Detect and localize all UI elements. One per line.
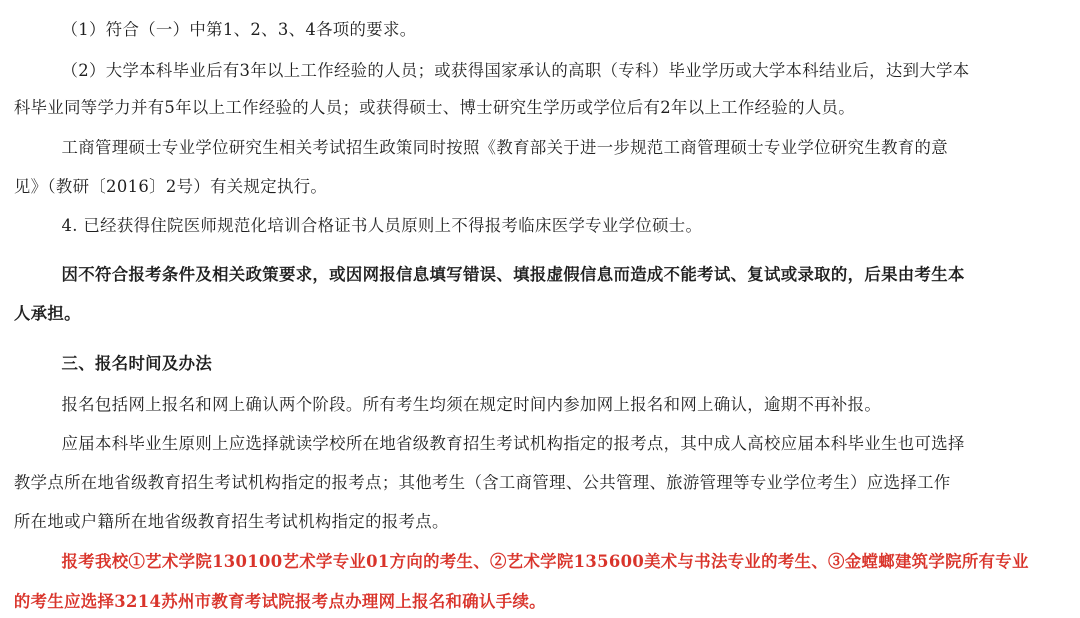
- paragraph-requirement-2-cont: [0, 97, 1072, 119]
- text-line: 见》（教研〔2016〕2号）有关规定执行。: [13, 177, 328, 196]
- text-line: 科毕业同等学力并有5年以上工作经验的人员；或获得硕士、博士研究生学历或学位后有2年以上工作经验的人员。: [13, 98, 855, 117]
- paragraph-responsibility-notice: [0, 264, 1072, 286]
- text-line: 工商管理硕士专业学位研究生相关考试招生政策同时按照《教育部关于进一步规范工商管理硕士专业学位研究生教育的意: [61, 138, 948, 157]
- text-line: 报考我校①艺术学院130100艺术学专业01方向的考生、②艺术学院135600美术与书法专业的考生、③金螳螂建筑学院所有专业: [61, 552, 1029, 571]
- heading-text: 三、报名时间及办法: [61, 354, 213, 373]
- text-line: 报名包括网上报名和网上确认两个阶段。所有考生均须在规定时间内参加网上报名和网上确认，逾期不再补报。: [61, 395, 882, 414]
- text-line: （2）大学本科毕业后有3年以上工作经验的人员；或获得国家承认的高职（专科）毕业学历或大学本科结业后，达到大学本: [61, 61, 970, 80]
- paragraph-responsibility-notice-cont: [0, 303, 1072, 325]
- highlight-notice: [0, 551, 1072, 573]
- text-line: 应届本科毕业生原则上应选择就读学校所在地省级教育招生考试机构指定的报考点，其中成人高校应届本科毕业生也可选择: [61, 434, 965, 453]
- text-line: （1）符合（一）中第1、2、3、4各项的要求。: [61, 20, 417, 39]
- section-heading-registration: [0, 353, 1072, 375]
- paragraph-exam-site-cont-2: [0, 511, 1072, 533]
- paragraph-requirement-2: [0, 60, 1072, 82]
- text-line: 因不符合报考条件及相关政策要求，或因网报信息填写错误、填报虚假信息而造成不能考试、复试或录取的，后果由考生本: [61, 265, 965, 284]
- paragraph-registration-stages: [0, 394, 1072, 416]
- text-line: 教学点所在地省级教育招生考试机构指定的报考点；其他考生（含工商管理、公共管理、旅游管理等专业学位考生）应选择工作: [13, 473, 951, 492]
- paragraph-requirement-1: [0, 19, 1072, 41]
- paragraph-exam-site: [0, 433, 1072, 455]
- text-line: 所在地或户籍所在地省级教育招生考试机构指定的报考点。: [13, 512, 449, 531]
- paragraph-mba-policy: [0, 137, 1072, 159]
- text-line: 4. 已经获得住院医师规范化培训合格证书人员原则上不得报考临床医学专业学位硕士。: [61, 216, 703, 235]
- paragraph-item-4: [0, 215, 1072, 237]
- highlight-notice-cont: [0, 591, 1072, 613]
- text-line: 人承担。: [13, 304, 81, 323]
- paragraph-mba-policy-cont: [0, 176, 1072, 198]
- text-line: 的考生应选择3214苏州市教育考试院报考点办理网上报名和确认手续。: [13, 592, 546, 611]
- paragraph-exam-site-cont-1: [0, 472, 1072, 494]
